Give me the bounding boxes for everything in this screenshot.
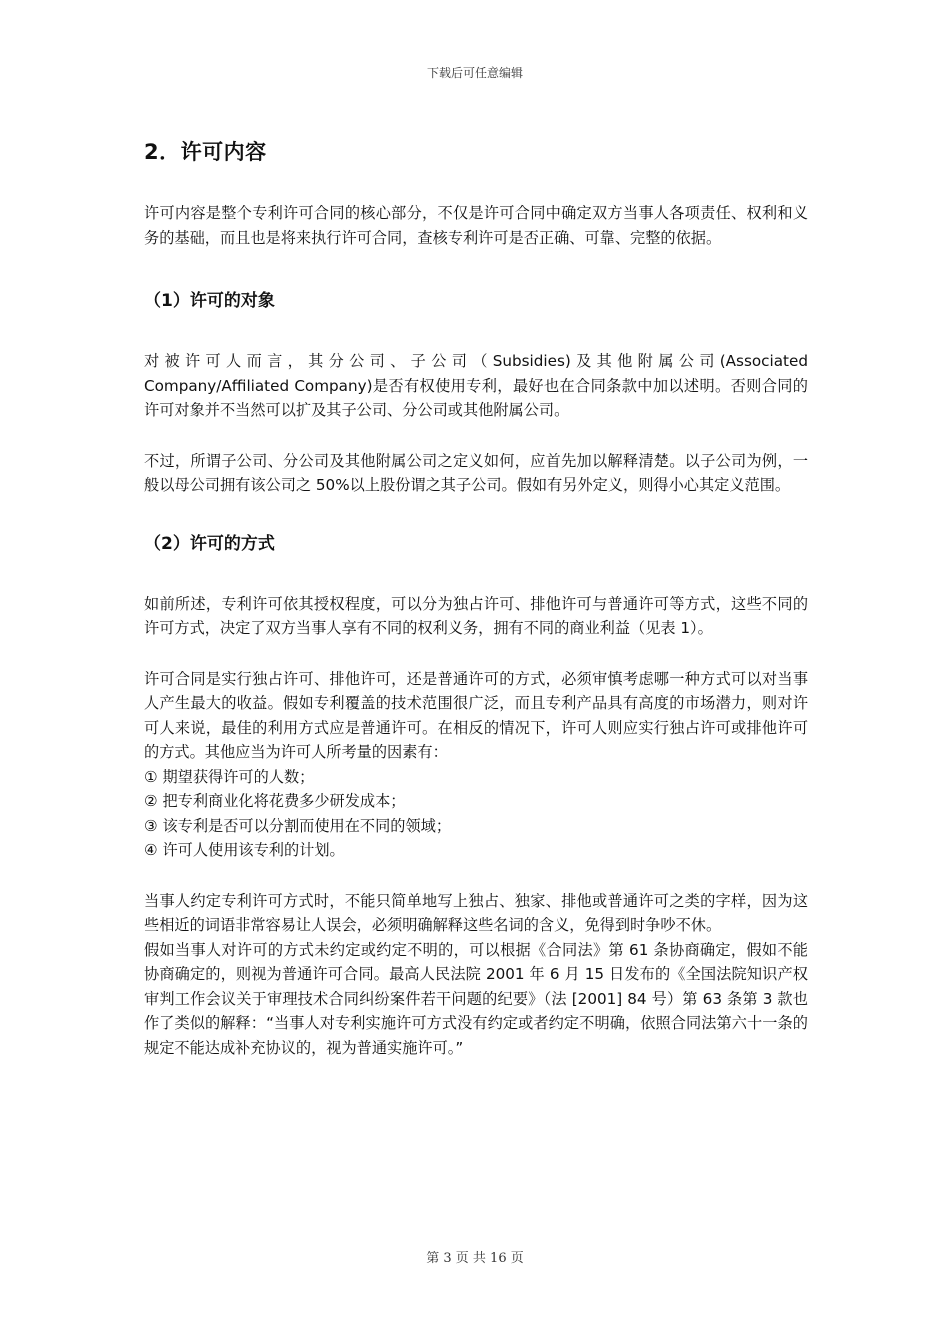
- factor-list-item: ③ 该专利是否可以分割而使用在不同的领域；: [144, 816, 452, 835]
- factor-list-item: ② 把专利商业化将花费多少研发成本；: [144, 792, 406, 810]
- license-method-paragraph-2: 许可合同是实行独占许可、排他许可，还是普通许可的方式，必须审慎考虑哪一种方式可以对当事人产生最大的收益。假如专利覆盖的技术范围很广泛，而且专利产品具有高度的市场潜力，则对许可人来说，最佳的利用方式应是普通许可。在相反的情况下，许可人则应实行独占许可或排他许可的方式。其他应当为许可人所考量的因素有：: [144, 669, 808, 761]
- intro-paragraph: 许可内容是整个专利许可合同的核心部分，不仅是许可合同中确定双方当事人各项责任、权利和义务的基础，而且也是将来执行许可合同，查核专利许可是否正确、可靠、完整的依据。: [144, 204, 808, 247]
- factor-list-item: ④ 许可人使用该专利的计划。: [144, 841, 345, 859]
- page-content: [144, 134, 808, 1060]
- factor-list-item: ① 期望获得许可的人数；: [144, 767, 315, 786]
- section-title: 2．许可内容: [144, 140, 267, 164]
- header-note: 下载后可任意编辑: [426, 66, 523, 80]
- license-method-paragraph-3: 当事人约定专利许可方式时，不能只简单地写上独占、独家、排他或普通许可之类的字样，因为这些相近的词语非常容易让人误会，必须明确解释这些名词的含义，免得到时争吵不休。: [144, 891, 808, 934]
- license-object-paragraph-1: 对被许可人而言，其分公司、子公司（Subsidies)及其他附属公司(Associated Company/Affiliated Company)是否有权使用专利，最好也在合同条款中加以述明。否则合同的许可对象并不当然可以扩及其子公司、分公司或其他附属公司。: [144, 352, 808, 419]
- page-number: 第 3 页 共 16 页: [426, 1251, 524, 1266]
- license-method-paragraph-1: 如前所述，专利许可依其授权程度，可以分为独占许可、排他许可与普通许可等方式，这些不同的许可方式，决定了双方当事人享有不同的权利义务，拥有不同的商业利益（见表 1）。: [144, 594, 808, 637]
- license-method-paragraph-4: 假如当事人对许可的方式未约定或约定不明的，可以根据《合同法》第 61 条协商确定，假如不能协商确定的，则视为普通许可合同。最高人民法院 2001 年 6 月 15 日发布的《全国法院知识产权审判工作会议关于审理技术合同纠纷案件若干问题的纪要》（法 [2001] 84 号）第 63 条第 3 款也作了类似的解释：“当事人对专利实施许可方式没有约定或者约定不明确，依照合同法第六十一条的规定不能达成补充协议的，视为普通实施许可。”: [144, 940, 808, 1057]
- subsection-title-license-method: （2）许可的方式: [144, 533, 275, 554]
- subsection-title-license-object: （1）许可的对象: [144, 291, 275, 311]
- license-object-paragraph-2: 不过，所谓子公司、分公司及其他附属公司之定义如何，应首先加以解释清楚。以子公司为例，一般以母公司拥有该公司之 50%以上股份谓之其子公司。假如有另外定义，则得小心其定义范围。: [144, 451, 808, 494]
